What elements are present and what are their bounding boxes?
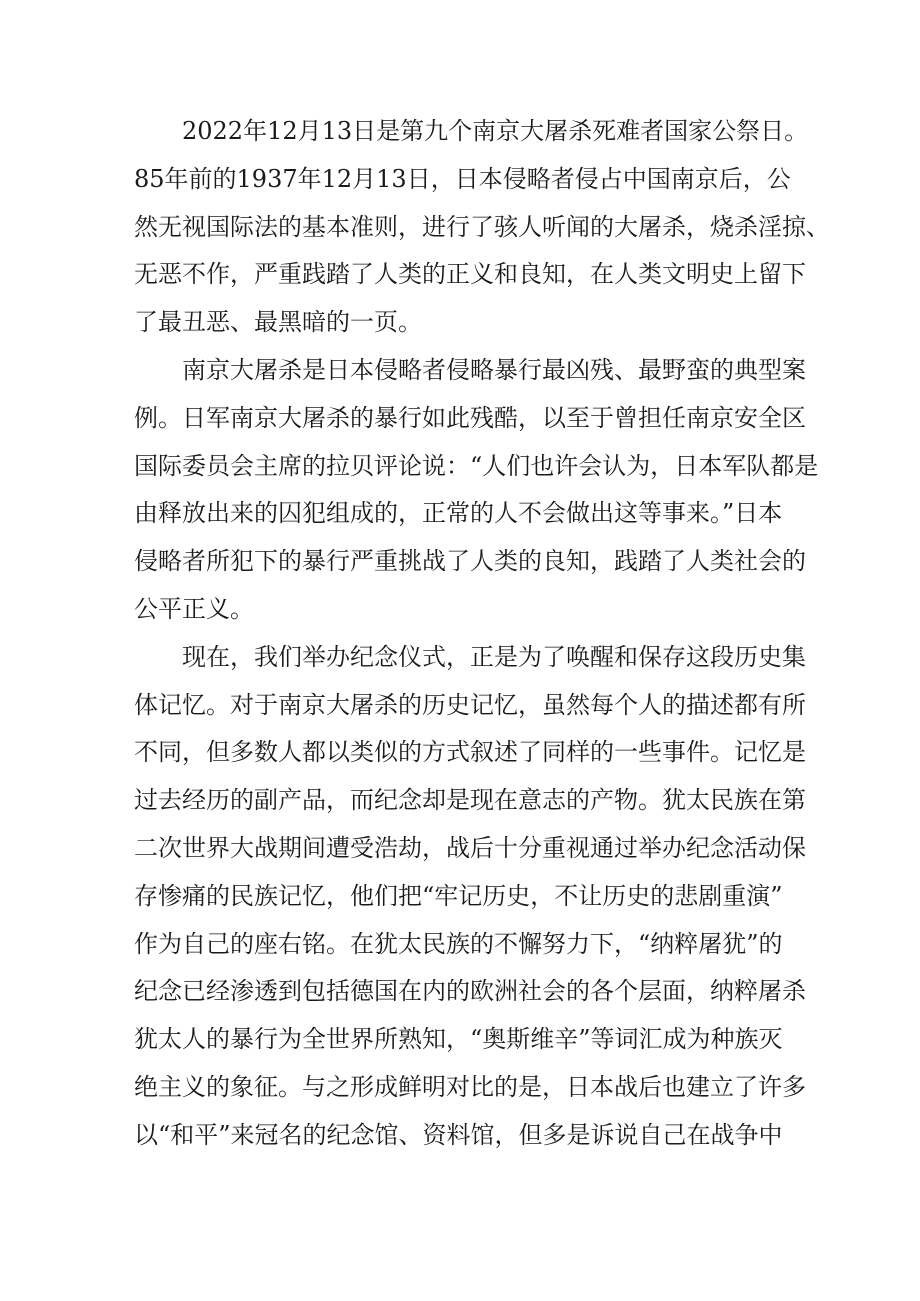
text-line: 然无视国际法的基本准则，进行了骇人听闻的大屠杀，烧杀淫掠、 <box>134 212 830 241</box>
text-line: 侵略者所犯下的暴行严重挑战了人类的良知，践踏了人类社会的 <box>134 547 806 576</box>
text-line: 2022年12月13日是第九个南京大屠杀死难者国家公祭日。 <box>182 117 809 145</box>
text-line: 由释放出来的囚犯组成的，正常的人不会做出这等事来。”日本 <box>134 499 783 528</box>
text-line: 存惨痛的民族记忆，他们把“牢记历史，不让历史的悲剧重演” <box>134 881 783 910</box>
text-line: 现在，我们举办纪念仪式，正是为了唤醒和保存这段历史集 <box>182 642 806 671</box>
text-line: 以“和平”来冠名的纪念馆、资料馆，但多是诉说自己在战争中 <box>134 1120 783 1149</box>
text-line: 不同，但多数人都以类似的方式叙述了同样的一些事件。记忆是 <box>134 738 806 767</box>
text-line: 国际委员会主席的拉贝评论说：“人们也许会认为，日本军队都是 <box>134 451 819 480</box>
text-line: 犹太人的暴行为全世界所熟知，“奥斯维辛”等词汇成为种族灭 <box>134 1025 783 1054</box>
paragraph-2 <box>134 347 819 634</box>
text-line: 了最丑恶、最黑暗的一页。 <box>134 308 422 337</box>
paragraph-3 <box>134 634 806 1160</box>
text-line: 过去经历的副产品，而纪念却是现在意志的产物。犹太民族在第 <box>134 786 806 815</box>
text-line: 无恶不作，严重践踏了人类的正义和良知，在人类文明史上留下 <box>134 260 806 289</box>
text-line: 二次世界大战期间遭受浩劫，战后十分重视通过举办纪念活动保 <box>134 833 806 862</box>
text-line: 纪念已经渗透到包括德国在内的欧洲社会的各个层面，纳粹屠杀 <box>134 977 806 1006</box>
text-line: 南京大屠杀是日本侵略者侵略暴行最凶残、最野蛮的典型案 <box>182 355 806 384</box>
text-line: 作为自己的座右铭。在犹太民族的不懈努力下，“纳粹屠犹”的 <box>134 929 783 958</box>
text-line: 公平正义。 <box>134 594 254 623</box>
text-line: 绝主义的象征。与之形成鲜明对比的是，日本战后也建立了许多 <box>134 1072 806 1101</box>
paragraph-1 <box>134 108 830 347</box>
text-line: 体记忆。对于南京大屠杀的历史记忆，虽然每个人的描述都有所 <box>134 690 806 719</box>
text-line: 例。日军南京大屠杀的暴行如此残酷，以至于曾担任南京安全区 <box>134 403 806 432</box>
article-body <box>134 108 830 1160</box>
text-line: 85年前的1937年12月13日，日本侵略者侵占中国南京后，公 <box>134 164 791 193</box>
